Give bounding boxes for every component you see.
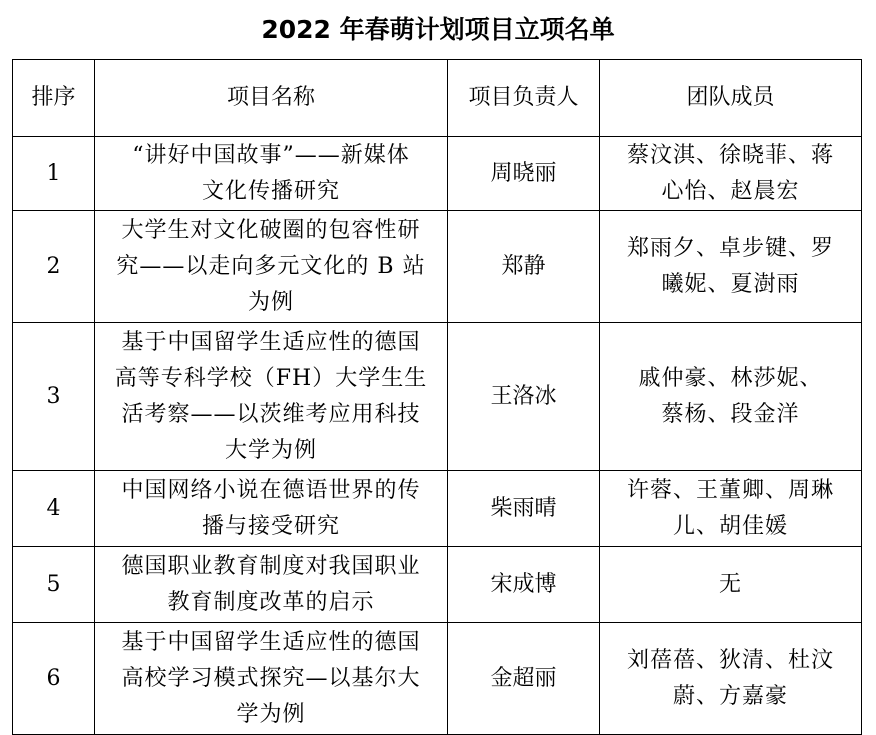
header-rank: 排序 xyxy=(13,60,95,137)
project-name-line: 高校学习模式探究—以基尔大 xyxy=(121,665,421,691)
table-header-row xyxy=(13,60,862,137)
project-name-line: 大学生对文化破圈的包容性研 xyxy=(121,217,421,243)
project-name-line: 中国网络小说在德语世界的传 xyxy=(121,477,421,503)
table-row xyxy=(13,623,862,735)
team-members-line: 儿、胡佳媛 xyxy=(672,513,788,539)
table-row xyxy=(13,547,862,623)
row-number: 3 xyxy=(13,323,95,471)
team-members-line: 许蓉、王董卿、周琳 xyxy=(626,477,834,503)
team-members-line: 曦妮、夏澍雨 xyxy=(661,271,800,297)
project-name xyxy=(95,211,448,323)
team-members-line: 刘蓓蓓、狄清、杜汶 xyxy=(626,647,834,673)
project-name-line: “讲好中国故事”——新媒体 xyxy=(132,142,410,168)
team-members-line: 无 xyxy=(718,571,742,597)
project-name-line: 基于中国留学生适应性的德国 xyxy=(121,329,421,355)
team-members xyxy=(600,137,862,211)
team-members-line: 蔡汶淇、徐晓菲、蒋 xyxy=(626,142,834,168)
team-members-line: 蔚、方嘉豪 xyxy=(672,683,788,709)
project-leader: 周晓丽 xyxy=(448,137,600,211)
project-name-line: 高等专科学校（FH）大学生生 xyxy=(114,365,428,391)
project-leader: 王洛冰 xyxy=(448,323,600,471)
project-name-line: 为例 xyxy=(247,289,294,315)
project-name-line: 文化传播研究 xyxy=(201,178,340,204)
team-members-line: 心怡、赵晨宏 xyxy=(661,178,800,204)
project-name-line: 大学为例 xyxy=(224,437,317,463)
team-members-line: 郑雨夕、卓步键、罗 xyxy=(626,235,834,261)
row-number: 1 xyxy=(13,137,95,211)
table-row xyxy=(13,211,862,323)
header-members: 团队成员 xyxy=(600,60,862,137)
project-leader: 宋成博 xyxy=(448,547,600,623)
project-name-line: 究——以走向多元文化的 B 站 xyxy=(116,253,426,279)
table-row xyxy=(13,471,862,547)
team-members xyxy=(600,323,862,471)
row-number: 5 xyxy=(13,547,95,623)
project-name-line: 学为例 xyxy=(236,701,306,727)
project-name-line: 德国职业教育制度对我国职业 xyxy=(121,553,421,579)
team-members xyxy=(600,471,862,547)
project-name-line: 播与接受研究 xyxy=(201,513,340,539)
project-name xyxy=(95,547,448,623)
table-row xyxy=(13,323,862,471)
project-name xyxy=(95,323,448,471)
page-title: 2022 年春萌计划项目立项名单 xyxy=(261,15,615,44)
project-name xyxy=(95,623,448,735)
project-name xyxy=(95,137,448,211)
project-leader: 金超丽 xyxy=(448,623,600,735)
team-members xyxy=(600,623,862,735)
header-leader: 项目负责人 xyxy=(448,60,600,137)
project-name-line: 教育制度改革的启示 xyxy=(167,589,375,615)
team-members-line: 戚仲豪、林莎妮、 xyxy=(638,365,823,391)
header-project-name: 项目名称 xyxy=(95,60,448,137)
team-members xyxy=(600,211,862,323)
row-number: 6 xyxy=(13,623,95,735)
project-name xyxy=(95,471,448,547)
project-table xyxy=(12,59,862,735)
row-number: 2 xyxy=(13,211,95,323)
team-members xyxy=(600,547,862,623)
project-leader: 柴雨晴 xyxy=(448,471,600,547)
row-number: 4 xyxy=(13,471,95,547)
project-leader: 郑静 xyxy=(448,211,600,323)
project-name-line: 基于中国留学生适应性的德国 xyxy=(121,629,421,655)
project-name-line: 活考察——以茨维考应用科技 xyxy=(121,401,421,427)
table-row xyxy=(13,137,862,211)
team-members-line: 蔡杨、段金洋 xyxy=(661,401,800,427)
